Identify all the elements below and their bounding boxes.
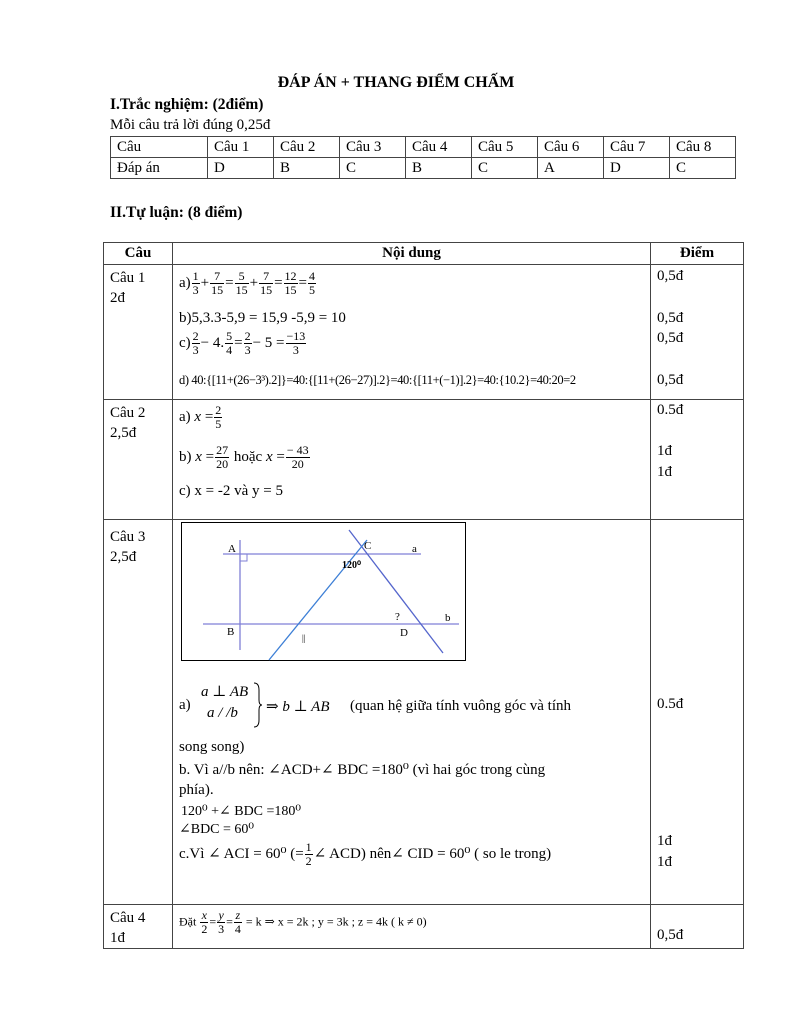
row-label-answer: Đáp án [111,158,208,179]
question-cell: Câu 8 [670,137,736,158]
q2-part-a: a) x = $\frac{2}{5}$ [179,403,222,431]
question-cell: Câu 3 [340,137,406,158]
question-points: 2,5đ [110,425,137,441]
question-cell: Câu 2 [274,137,340,158]
question-cell: Câu 5 [472,137,538,158]
angle-label: 120⁰ [342,560,362,571]
q1-part-a: a) $\frac{1}{3}$ + $\frac{7}{15}$ = $\frac{5}{15}$ + $\frac{7}{15}$ = $\frac{12}{15}$ = $\frac{4}{5}$ [179,269,315,297]
label-B: B [227,626,235,638]
multiple-choice-table [110,136,736,179]
score: 1đ [657,464,672,480]
section1-heading: I.Trắc nghiệm: (2điểm) [110,96,264,113]
q3-part-b-3: 120⁰ +∠ BDC =180⁰ [181,804,302,819]
question-cell: Câu 4 [406,137,472,158]
page-title: ĐÁP ÁN + THANG ĐIỂM CHẤM [277,74,515,91]
section2-heading: II.Tự luận: (8 điểm) [110,204,243,221]
answer-cell: B [274,158,340,179]
label-a: a [412,543,417,555]
q3-part-b-2: phía). [179,782,214,798]
score: 0,5đ [657,372,684,388]
question-row [111,137,736,158]
unknown-angle: ? [395,611,400,623]
parallel-mark: || [302,633,306,643]
question-label: Câu 4 [110,910,146,926]
question-points: 1đ [110,930,125,946]
essay-answer-table [103,242,744,949]
question-cell: Câu 1 [208,137,274,158]
q1-part-c: c) $\frac{2}{3}$ − 4. $\frac{5}{4}$ = $\frac{2}{3}$ − 5 = $\frac{-13}{3}$ [179,329,306,357]
question-label: Câu 3 [110,529,146,545]
label-C: C [364,540,372,552]
score: 0,5đ [657,268,684,284]
q1-c-prefix: c) [179,334,191,351]
score: 1đ [657,854,672,870]
q3-a-result: ⇒ b ⊥ AB [266,699,330,715]
label-D: D [400,627,408,639]
answer-cell: C [340,158,406,179]
q3-a-condition-2: a / /b [207,705,238,721]
q3-a-condition-1: a ⊥ AB [201,684,249,700]
question-label: Câu 1 [110,270,146,286]
header-row [104,243,744,265]
answer-cell: C [670,158,736,179]
q3-c-pre: c.Vì ∠ ACI = 60⁰ (= [179,845,304,862]
question-2-row [104,400,744,520]
question-points: 2,5đ [110,549,137,565]
q2-b-prefix: b) [179,448,192,465]
q3-c-post: ∠ ACD) nên∠ CID = 60⁰ ( so le trong) [313,845,552,862]
answer-cell: C [472,158,538,179]
score: 0.5đ [657,402,684,418]
score: 0,5đ [657,927,684,943]
q1-part-b: b)5,3.3-5,9 = 15,9 -5,9 = 10 [179,310,346,326]
q3-part-b-1: b. Vì a//b nên: ∠ACD+∠ BDC =180⁰ (vì hai góc trong cùng [179,762,546,778]
question-points: 2đ [110,290,125,306]
question-4-row [104,905,744,949]
q4-content: Đặt $\frac{x}{2}$ = $\frac{y}{3}$ = $\frac{z}{4}$ = k ⇒ x = 2k ; y = 3k ; z = 4k ( k ≠ 0) [179,908,427,936]
q4-post: = k ⇒ x = 2k ; y = 3k ; z = 4k ( k ≠ 0) [245,914,427,929]
question-1-row [104,265,744,400]
label-A: A [228,543,236,555]
answer-cell: D [604,158,670,179]
q4-pre: Đặt [179,914,197,929]
question-cell: Câu 6 [538,137,604,158]
q1-a-prefix: a) [179,274,191,291]
q2-or: hoặc [233,448,263,465]
q2-part-c: c) x = -2 và y = 5 [179,483,283,499]
score: 0,5đ [657,310,684,326]
score: 1đ [657,443,672,459]
q3-a-reason-cont: song song) [179,739,245,755]
section1-note: Mỗi câu trả lời đúng 0,25đ [110,117,271,133]
q3-part-c: c.Vì ∠ ACI = 60⁰ (= $\frac{1}{2}$ ∠ ACD) nên∠ CID = 60⁰ ( so le trong) [179,840,552,868]
answer-cell: B [406,158,472,179]
answer-cell: D [208,158,274,179]
q2-a-prefix: a) [179,408,191,425]
score: 0,5đ [657,330,684,346]
row-label-question: Câu [111,137,208,158]
answer-cell: A [538,158,604,179]
q1-part-d: d) 40:{[11+(26−3³).2]}=40:{[11+(26−27)].2}=40:{[11+(−1)].2}=40:{10.2}=40:20=2 [179,373,576,387]
q2-part-b: b) x = $\frac{27}{20}$ hoặc x = $\frac{- 43}{20}$ [179,443,309,471]
label-b: b [445,612,451,624]
q3-a-reason: (quan hệ giữa tính vuông góc và tính [350,698,572,714]
question-label: Câu 2 [110,405,146,421]
right-brace [253,682,263,728]
q3-part-b-4: ∠BDC = 60⁰ [179,822,255,837]
header-content: Nội dung [173,243,651,265]
geometry-figure [181,522,466,661]
question-3-row [104,520,744,905]
answer-row [111,158,736,179]
header-score: Điểm [651,243,744,265]
score: 0.5đ [657,696,684,712]
q3-a-prefix: a) [179,697,191,713]
question-cell: Câu 7 [604,137,670,158]
score: 1đ [657,833,672,849]
header-question: Câu [104,243,173,265]
